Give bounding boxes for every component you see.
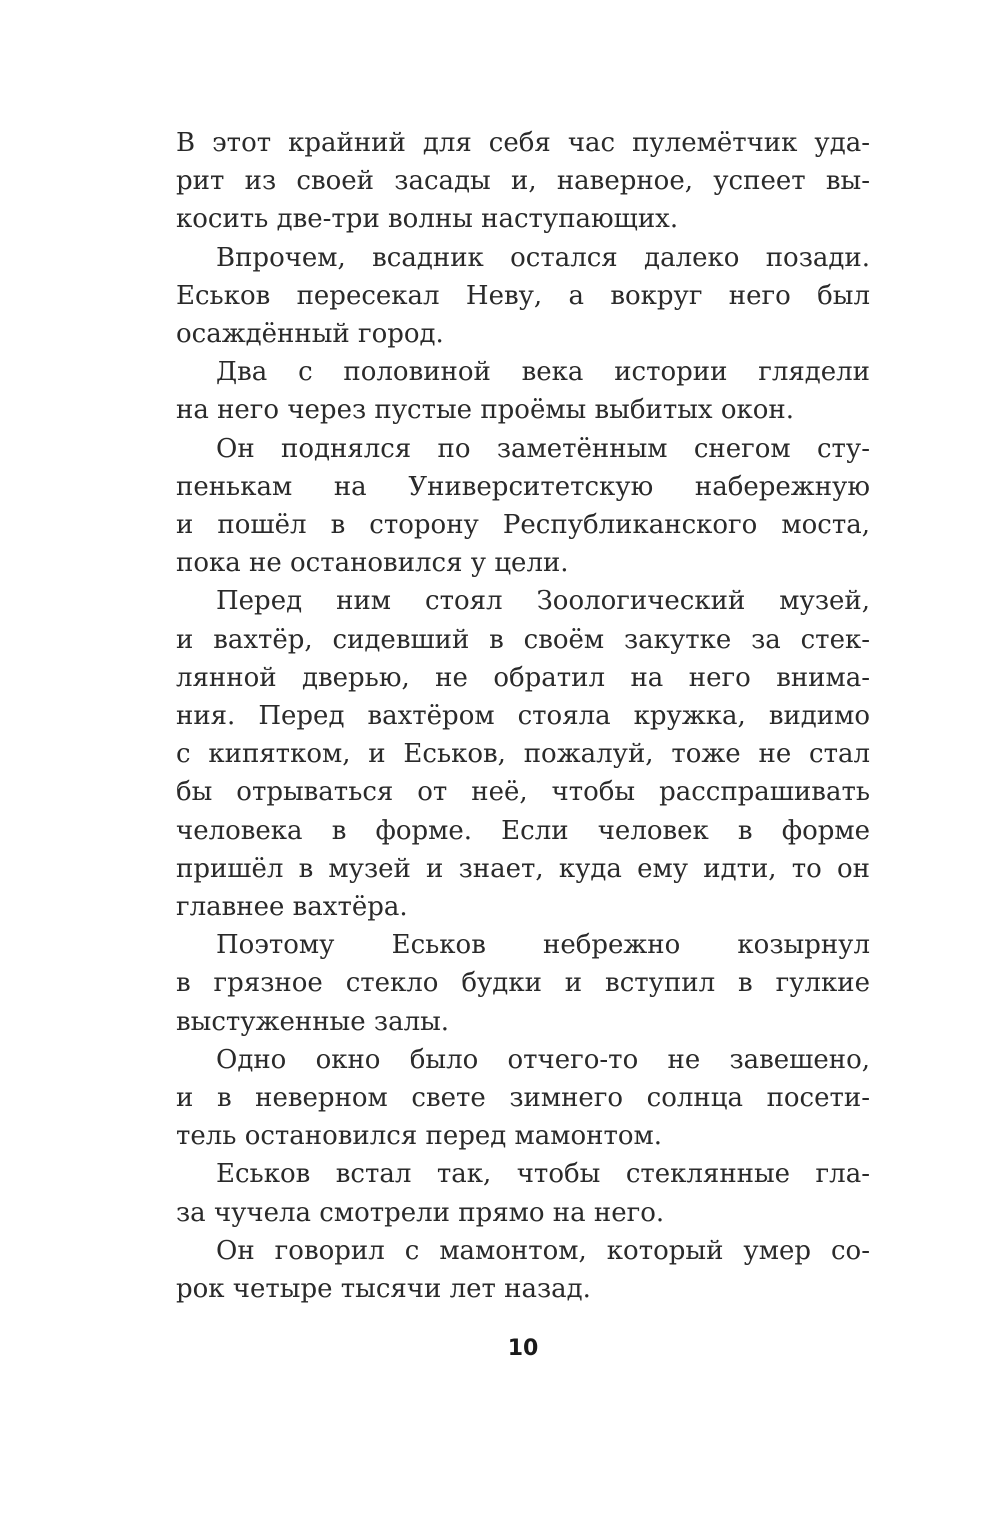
text-line: главнее вахтёра. (176, 892, 408, 923)
text-line: Еськов встал так, чтобы стеклянные гла- (216, 1159, 870, 1190)
text-line: Поэтому Еськов небрежно козырнул (216, 930, 870, 961)
paragraph-5 (176, 582, 870, 926)
text-line: Одно окно было отчего-то не завешено, (216, 1044, 870, 1075)
paragraph-6 (176, 926, 870, 1041)
text-line: тель остановился перед мамонтом. (176, 1121, 662, 1152)
text-line: косить две-три волны наступающих. (176, 204, 679, 235)
text-line: Еськов пересекал Неву, а вокруг него был (176, 280, 870, 311)
text-line: рит из своей засады и, наверное, успеет вы- (176, 166, 870, 197)
paragraph-7 (176, 1041, 870, 1156)
paragraph-1 (176, 124, 870, 239)
text-line: в грязное стекло будки и вступил в гулкие (176, 968, 870, 999)
text-line: Перед ним стоял Зоологический музей, (216, 586, 870, 617)
paragraph-3 (176, 353, 870, 429)
text-line: человека в форме. Если человек в форме (176, 815, 870, 846)
text-line: осаждённый город. (176, 319, 444, 350)
text-line: Два с половиной века истории глядели (216, 357, 870, 388)
text-line: рок четыре тысячи лет назад. (176, 1274, 591, 1305)
paragraph-8 (176, 1155, 870, 1231)
text-line: ния. Перед вахтёром стояла кружка, видимо (176, 701, 870, 732)
text-line: Впрочем, всадник остался далеко позади. (216, 242, 870, 273)
text-line: пока не остановился у цели. (176, 548, 569, 579)
page-number: 10 (507, 1336, 539, 1361)
paragraph-2 (176, 239, 870, 354)
text-line: с кипятком, и Еськов, пожалуй, тоже не стал (176, 739, 870, 770)
text-line: выстуженные залы. (176, 1006, 450, 1037)
paragraph-4 (176, 430, 870, 583)
text-line: лянной дверью, не обратил на него внима- (176, 662, 870, 693)
paragraph-9 (176, 1232, 870, 1308)
text-line: и пошёл в сторону Республиканского моста, (176, 510, 870, 541)
text-line: и в неверном свете зимнего солнца посети- (176, 1083, 870, 1114)
text-line: Он поднялся по заметённым снегом сту- (216, 433, 870, 464)
text-line: пришёл в музей и знает, куда ему идти, то он (176, 853, 870, 884)
text-line: Он говорил с мамонтом, который умер со- (216, 1235, 870, 1266)
text-line: на него через пустые проёмы выбитых окон. (176, 395, 794, 426)
text-line: и вахтёр, сидевший в своём закутке за стек- (176, 624, 870, 655)
text-line: за чучела смотрели прямо на него. (176, 1197, 665, 1228)
page-body-text (176, 124, 870, 1308)
text-line: В этот крайний для себя час пулемётчик уда- (176, 128, 870, 158)
text-line: пенькам на Университетскую набережную (176, 471, 870, 502)
text-line: бы отрываться от неё, чтобы расспрашивать (176, 777, 870, 808)
